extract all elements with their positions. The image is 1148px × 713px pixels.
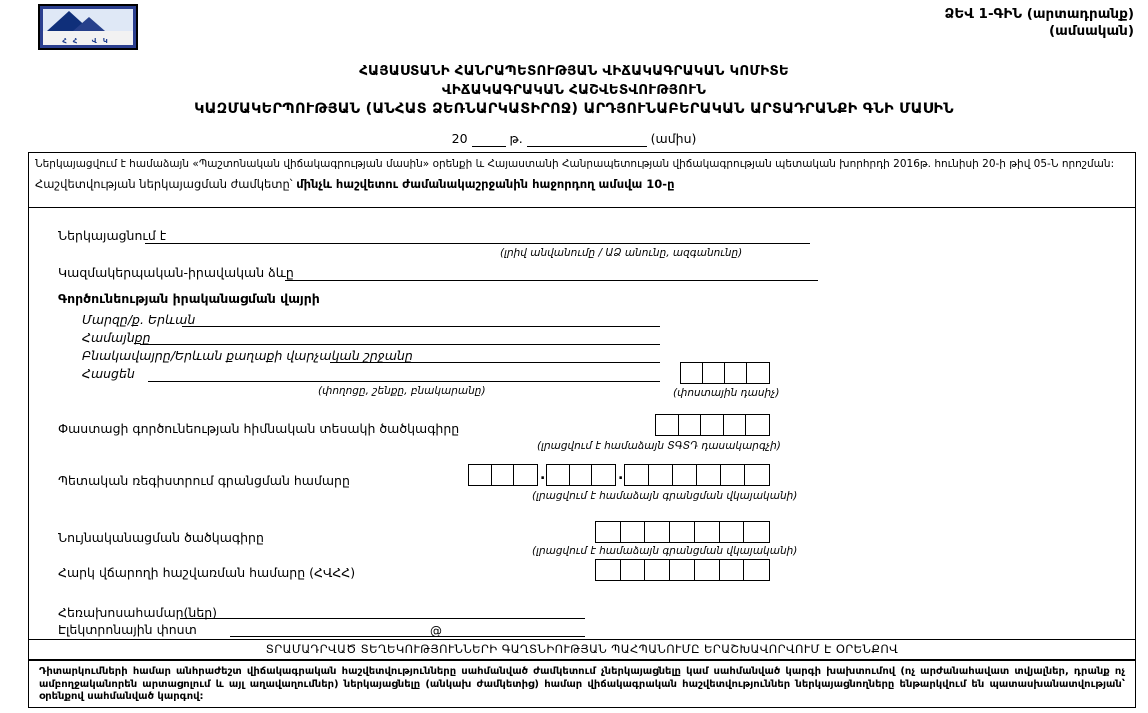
- state-reg-cells-part3[interactable]: [624, 464, 770, 486]
- statistical-committee-logo: [38, 4, 138, 50]
- deadline-note: [35, 177, 1129, 191]
- taxpayer-number-label: Հարկ վճարողի հաշվառման համարը (ՀՎՀՀ): [58, 565, 356, 580]
- email-at-symbol: @: [430, 624, 442, 638]
- confidentiality-bar: ՏՐԱՄԱԴՐՎԱԾ ՏԵՂԵԿՈՒԹՅՈՒՆՆԵՐԻ ԳԱՂՏՆԻՈՒԹՅԱՆ ՊԱՀՊԱՆՈՒՄԸ ԵՐԱՇԽԱՎՈՐՎՈՒՄ Է ՕՐԵՆՔՈՎ: [28, 640, 1136, 660]
- email-label: Էլեկտրոնային փոստ: [58, 622, 197, 637]
- deadline-note-bold: մինչև հաշվետու ժամանակաշրջանին հաջորդող ամսվա 10-ը: [296, 177, 675, 191]
- submitted-by-input[interactable]: [145, 243, 810, 244]
- legal-form-input[interactable]: [285, 280, 818, 281]
- logo-label: ՀՀ ՎԿ: [62, 37, 114, 45]
- legal-note-text: Ներկայացվում է համաձայն «Պաշտոնական վիճակագրության մասին» օրենքի և Հայաստանի Հանրապետության վիճակագրության պետական խորհրդի 2016թ. հունիսի 20-ի թիվ 05-Ն որոշման:: [35, 158, 1115, 170]
- activity-code-caption: (լրացվում է համաձայն ՏԳՏԴ դասակարգչի): [537, 440, 781, 452]
- form-code-line2: (ամսական): [1048, 23, 1134, 39]
- state-reg-cells-part2[interactable]: [546, 464, 616, 486]
- address-input[interactable]: [148, 381, 660, 382]
- state-reg-cells-part1[interactable]: [468, 464, 538, 486]
- state-reg-caption: (լրացվում է համաձայն գրանցման վկայականի): [532, 490, 798, 502]
- identification-code-cells[interactable]: [595, 521, 770, 543]
- title-line-2: ՎԻՃԱԿԱԳՐԱԿԱՆ ՀԱՇՎԵՏՎՈՒԹՅՈՒՆ: [441, 82, 707, 98]
- community-input[interactable]: [140, 344, 660, 345]
- region-input[interactable]: [182, 326, 660, 327]
- form-code: [945, 6, 1135, 40]
- month-caption: (ամիս): [650, 131, 697, 146]
- postal-code-caption: (փոստային դասիչ): [673, 387, 780, 399]
- year-prefix: 20: [451, 131, 468, 146]
- identification-code-label: Նույնականացման ծածկագիրը: [58, 530, 264, 545]
- year-suffix: թ.: [509, 131, 523, 146]
- community-label: Համայնքը: [82, 330, 151, 345]
- submitted-by-label: Ներկայացնում է: [58, 228, 167, 243]
- activity-location-header: Գործունեության իրականացման վայրի: [58, 291, 320, 306]
- email-input[interactable]: [230, 636, 585, 637]
- month-input[interactable]: [527, 133, 647, 147]
- taxpayer-number-cells[interactable]: [595, 559, 770, 581]
- state-reg-label: Պետական ռեգիստրում գրանցման համարը: [58, 473, 350, 488]
- penalty-note-text: Դիտարկումների համար անհրաժեշտ վիճակագրական հաշվետվությունները սահմանված ժամկետում չներկայացնելը կամ սահմանված կարգի խախտումով (ոչ արժանահավատ տվյալներ, դրանք ոչ ամբողջականորեն արտացոլում և այլ աղավաղումներ) ներկայացնելը (անկախ ժամկետից) համար վիճակագրական հաշվետվություններ ներկայացնողները ենթարկվում են պատասխանատվության՝ օրենքով սահմանված կարգով:: [39, 666, 1125, 702]
- address-caption: (փողոցը, շենքը, բնակարանը): [318, 385, 486, 397]
- submitted-by-caption: (լրիվ անվանումը / ԱՁ անունը, ազգանունը): [500, 247, 743, 259]
- logo-mountain-small-icon: [73, 17, 105, 31]
- phone-input[interactable]: [180, 618, 585, 619]
- state-reg-dot-1: .: [540, 467, 546, 483]
- district-label: Բնակավայրը/Երևան քաղաքի վարչական շրջանը: [82, 348, 413, 363]
- page-title: [0, 62, 1148, 119]
- legal-note-box: [28, 152, 1136, 208]
- deadline-note-plain: Հաշվետվության ներկայացման ժամկետը՝: [35, 177, 297, 191]
- legal-form-label: Կազմակերպական-իրավական ձևը: [58, 265, 294, 280]
- title-line-3: ԿԱԶՄԱԿԵՐՊՈՒԹՅԱՆ (ԱՆՀԱՏ ՁԵՌՆԱՐԿԱՏԻՐՈՋ) ԱՐԴՅՈՒՆԱԲԵՐԱԿԱՆ ԱՐՏԱԴՐԱՆՔԻ ԳՆԻ ՄԱՍԻՆ: [194, 101, 954, 117]
- logo-graphic: [43, 9, 133, 45]
- activity-code-label: Փաստացի գործունեության հիմնական տեսակի ծածկագիրը: [58, 421, 460, 436]
- period-line: [0, 131, 1148, 147]
- region-label: Մարզը/ք. Երևան: [82, 312, 196, 327]
- form-code-line1: ՁԵՎ 1-ԳԻՆ (արտադրանք): [944, 6, 1134, 22]
- activity-code-cells[interactable]: [655, 414, 770, 436]
- state-reg-dot-2: .: [618, 467, 624, 483]
- title-line-1: ՀԱՅԱՍՏԱՆԻ ՀԱՆՐԱՊԵՏՈՒԹՅԱՆ ՎԻՃԱԿԱԳՐԱԿԱՆ ԿՈՄԻՏԵ: [359, 63, 789, 79]
- identification-code-caption: (լրացվում է համաձայն գրանցման վկայականի): [532, 545, 798, 557]
- district-input[interactable]: [330, 362, 660, 363]
- postal-code-cells[interactable]: [680, 362, 770, 384]
- phone-label: Հեռախոսահամար(ներ): [58, 605, 218, 620]
- penalty-note-box: [28, 660, 1136, 708]
- address-label: Հասցեն: [82, 366, 135, 381]
